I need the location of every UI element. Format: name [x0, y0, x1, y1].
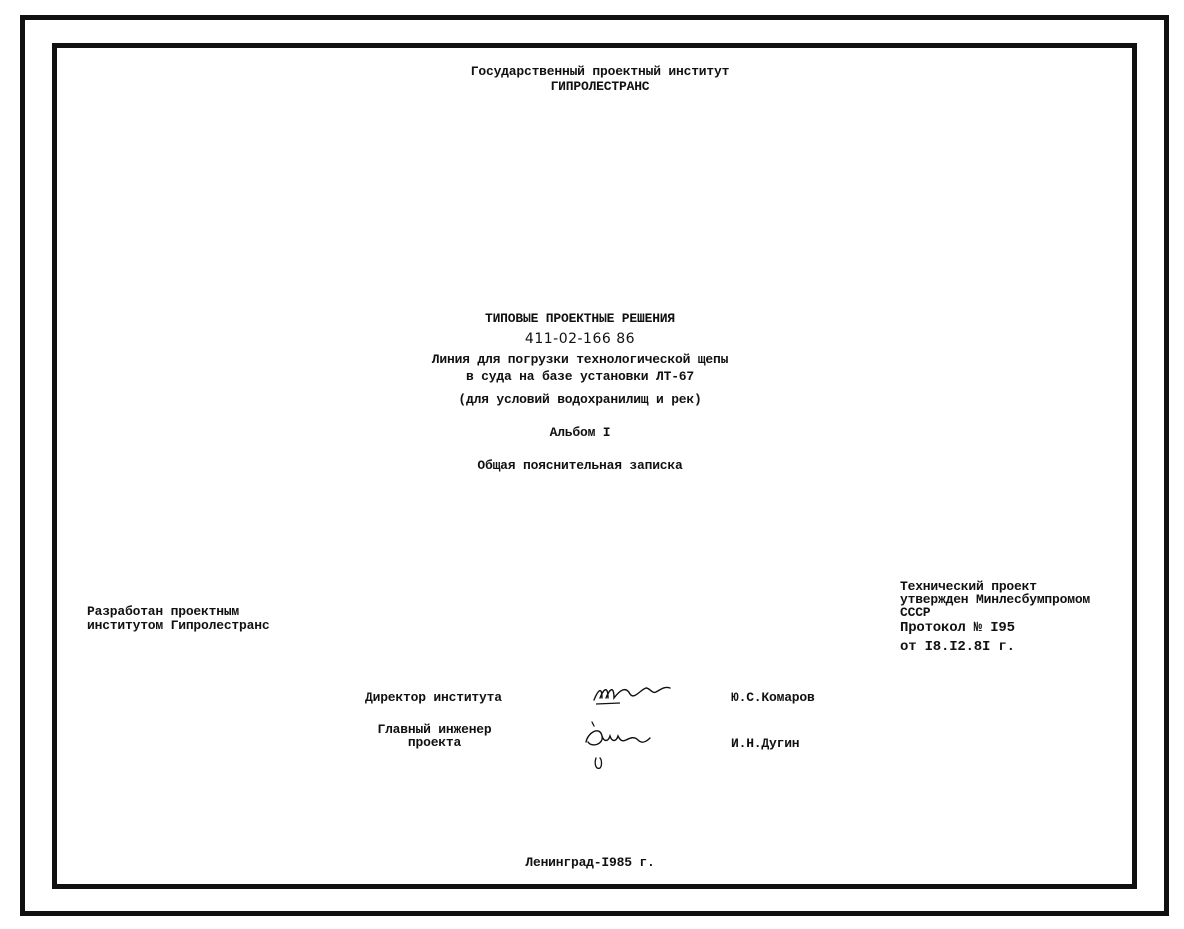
organization-header — [400, 64, 800, 94]
signatory-name-chief-engineer: И.Н.Дугин — [731, 736, 800, 751]
approval-line5: от I8.I2.8I г. — [900, 639, 1015, 655]
organization-name: Государственный проектный институт — [470, 64, 730, 79]
developer-note — [87, 605, 269, 633]
approval-line4: Протокол № I95 — [900, 620, 1015, 636]
developer-line2: институтом Гипролестранс — [87, 618, 270, 633]
institute-name: ГИПРОЛЕСТРАНС — [550, 79, 650, 94]
album-subject: Общая пояснительная записка — [477, 458, 683, 473]
series-title: ТИПОВЫЕ ПРОЕКТНЫЕ РЕШЕНИЯ — [484, 311, 676, 326]
approval-line3: СССР — [900, 605, 931, 620]
project-code: 411-02-166 86 — [524, 331, 636, 347]
director-signature — [590, 680, 680, 715]
signatory-role-chief-engineer: Главный инженер проекта — [377, 722, 492, 750]
city-year: Ленинград-I985 г. — [525, 855, 655, 870]
project-name-line1: Линия для погрузки технологической щепы — [431, 352, 729, 367]
chief-engineer-signature — [582, 718, 662, 781]
approval-line1: Технический проект — [900, 579, 1037, 594]
project-name-line2: в суда на базе установки ЛТ-67 — [465, 369, 695, 384]
signatory-role-director: Директор института — [365, 690, 502, 705]
approval-line2: утвержден Минлесбумпромом — [900, 592, 1091, 607]
project-conditions: (для условий водохранилищ и рек) — [458, 392, 702, 407]
album-label: Альбом I — [549, 425, 611, 440]
title-block — [380, 311, 780, 473]
developer-line1: Разработан проектным — [87, 604, 240, 619]
approval-note — [900, 580, 1090, 657]
signatory-name-director: Ю.С.Комаров — [731, 690, 815, 705]
